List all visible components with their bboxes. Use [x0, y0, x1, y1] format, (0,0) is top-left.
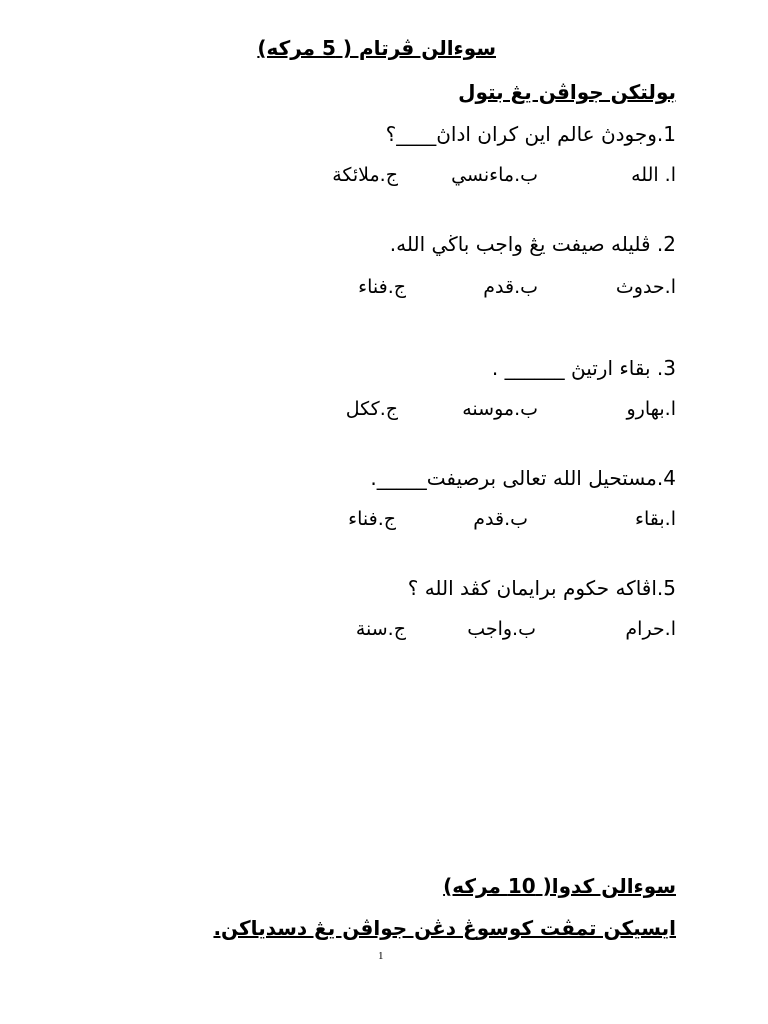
- q2-option-a: ا.حدوث: [615, 276, 676, 298]
- question-3: 3. بقاء ارتيڽ ______ .: [491, 356, 676, 380]
- question-5: 5.اڤاكه حكوم برايمان كڤد الله ؟: [407, 576, 676, 600]
- q4-option-a: ا.بقاء: [635, 508, 676, 530]
- q5-option-b: ب.واجب: [467, 618, 536, 640]
- section2-title: سوءالن كدوا( 10 مركه): [443, 874, 676, 898]
- q3-option-b: ب.موسنه: [462, 398, 538, 420]
- question-1: 1.وجودڽ عالم اين كران اداڽ____؟: [385, 122, 676, 146]
- q5-option-c: ج.سنة: [355, 618, 406, 640]
- page-number: 1: [378, 950, 384, 962]
- q1-option-c: ج.ملائكة: [332, 164, 398, 186]
- q3-option-a: ا.بهارو: [626, 398, 676, 420]
- q4-option-c: ج.فناء: [348, 508, 396, 530]
- question-2: 2. ڤليله صيفت يڠ واجب باڬي الله.: [389, 232, 676, 256]
- q5-option-a: ا.حرام: [625, 618, 676, 640]
- question-4: 4.مستحيل الله تعالى برصيفت_____.: [370, 466, 676, 490]
- q4-option-b: ب.قدم: [473, 508, 528, 530]
- section2-instruction: ايسيكن تمڤت كوسوڠ دڠن جواڤن يڠ دسدياكن.: [213, 916, 676, 940]
- section1-title: سوءالن ڤرتام ( 5 مركه): [257, 36, 496, 60]
- section1-instruction: بولتكن جواڤن يڠ بتول: [458, 80, 676, 104]
- q3-option-c: ج.ككل: [345, 398, 398, 420]
- q2-option-c: ج.فناء: [358, 276, 406, 298]
- q2-option-b: ب.قدم: [483, 276, 538, 298]
- q1-option-a: ا. الله: [631, 164, 676, 186]
- q1-option-b: ب.ماءنسي: [451, 164, 538, 186]
